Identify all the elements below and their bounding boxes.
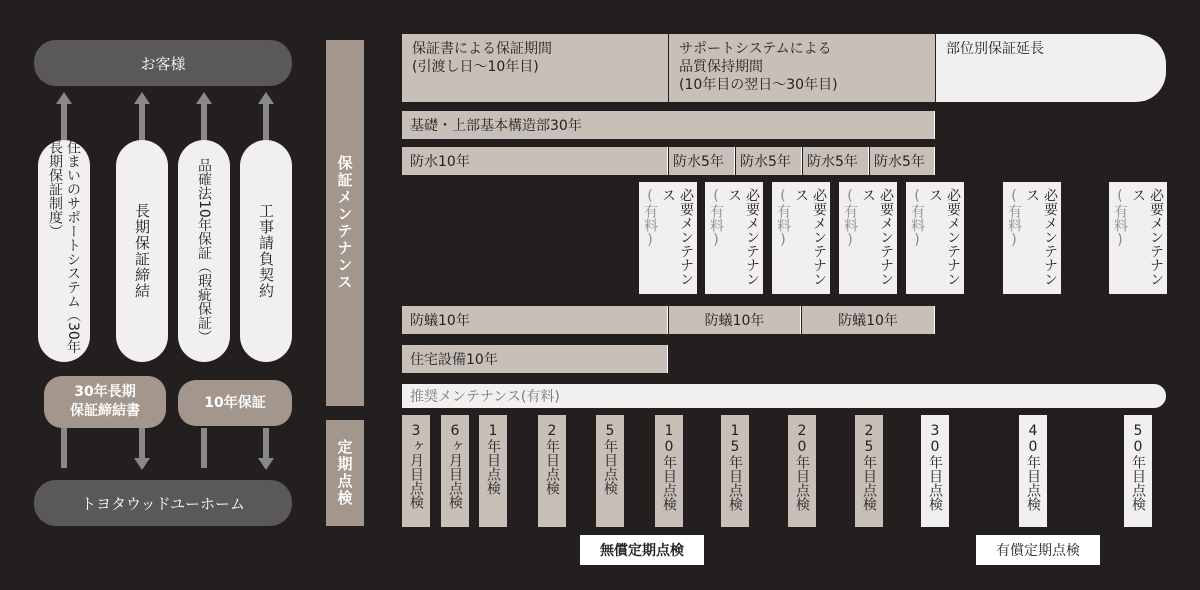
inspection-label: 10年目点検 [661, 423, 677, 511]
arrow-shaft [139, 104, 145, 140]
maintenance-box [839, 182, 897, 294]
header-line: 品質保持期間 [679, 59, 763, 75]
arrow-up-icon [258, 92, 274, 104]
maintenance-paid: (有料) [642, 188, 658, 248]
row-waterproof-5 [736, 147, 802, 175]
inspection-label: 2年目点検 [544, 423, 560, 495]
maintenance-paid: (有料) [909, 188, 925, 248]
inspection-box [788, 415, 816, 527]
tag-label: 無償定期点検 [600, 543, 684, 559]
inspection-box [596, 415, 624, 527]
row-label: 推奨メンテナンス(有料) [410, 389, 560, 405]
header-warranty-period [402, 34, 668, 102]
row-label: 防蟻10年 [704, 313, 765, 329]
inspection-label: 1年目点検 [485, 423, 501, 495]
maintenance-label: 必要メンテナンス [927, 188, 961, 286]
header-line: サポートシステムによる [679, 41, 832, 57]
row-label: 住宅設備10年 [410, 352, 498, 368]
maintenance-paid: (有料) [708, 188, 724, 248]
sidebar-inspection [326, 420, 364, 526]
sidebar-label: 保証メンテナンス [335, 155, 354, 291]
maintenance-label: 必要メンテナンス [660, 188, 694, 286]
tag-label: 有償定期点検 [996, 543, 1080, 559]
arrow-shaft [263, 104, 269, 140]
tag-free-inspection [580, 535, 704, 565]
maintenance-box [906, 182, 964, 294]
inspection-box [921, 415, 949, 527]
arrow-up-icon [134, 92, 150, 104]
maintenance-label: 必要メンテナンス [726, 188, 760, 286]
header-extension [936, 34, 1166, 102]
pillar-long-term-guarantee [116, 140, 168, 362]
maintenance-box [1003, 182, 1061, 294]
row-structure [402, 111, 935, 139]
customer-box [34, 40, 292, 86]
arrow-up-icon [196, 92, 212, 104]
maintenance-box [1109, 182, 1167, 294]
maintenance-box [705, 182, 763, 294]
inspection-label: 30年目点検 [927, 423, 943, 511]
row-recommended [402, 384, 1166, 408]
inspection-label: 50年目点検 [1130, 423, 1146, 511]
row-label: 防水5年 [807, 154, 858, 170]
arrow-shaft [201, 428, 207, 468]
inspection-label: 6ヶ月目点検 [447, 423, 463, 509]
header-line: (引渡し日〜10年目) [412, 59, 539, 75]
inspection-box [538, 415, 566, 527]
row-termite [802, 306, 935, 334]
inspection-label: 15年目点検 [727, 423, 743, 511]
maintenance-paid: (有料) [1112, 188, 1128, 248]
row-label: 防水5年 [874, 154, 925, 170]
pillar-label: 品確法10年保証（瑕疵保証） [196, 158, 212, 344]
inspection-box [441, 415, 469, 527]
maintenance-paid: (有料) [842, 188, 858, 248]
inspection-label: 20年目点検 [794, 423, 810, 511]
header-line: 保証書による保証期間 [412, 41, 552, 57]
inspection-label: 25年目点検 [861, 423, 877, 511]
badge-line: 保証締結書 [70, 403, 140, 419]
row-label: 防水5年 [673, 154, 724, 170]
row-equipment [402, 345, 668, 373]
pillar-support-system [38, 140, 90, 362]
row-label: 基礎・上部基本構造部30年 [410, 118, 582, 134]
sidebar-label: 定期点検 [335, 439, 354, 507]
arrow-shaft [61, 104, 67, 140]
arrow-shaft [139, 428, 145, 460]
badge-30yr-contract [44, 376, 166, 428]
arrow-shaft [61, 428, 67, 468]
row-waterproof-5 [669, 147, 735, 175]
inspection-box [479, 415, 507, 527]
company-box [34, 480, 292, 526]
row-label: 防水5年 [740, 154, 791, 170]
arrow-up-icon [56, 92, 72, 104]
maintenance-paid: (有料) [775, 188, 791, 248]
sidebar-maintenance [326, 40, 364, 406]
inspection-box [855, 415, 883, 527]
maintenance-box [639, 182, 697, 294]
pillar-label: 住まいのサポートシステム（30年長期保証制度） [47, 140, 81, 354]
maintenance-label: 必要メンテナンス [793, 188, 827, 286]
row-waterproof-10 [402, 147, 668, 175]
inspection-label: 40年目点検 [1025, 423, 1041, 511]
pillar-label: 工事請負契約 [257, 203, 275, 299]
header-line: (10年目の翌日〜30年目) [679, 77, 838, 93]
inspection-label: 3ヶ月目点検 [408, 423, 424, 509]
tag-paid-inspection [976, 535, 1100, 565]
badge-line: 30年長期 [74, 384, 136, 400]
pillar-construction-contract [240, 140, 292, 362]
arrow-shaft [263, 428, 269, 460]
maintenance-paid: (有料) [1006, 188, 1022, 248]
row-waterproof-5 [870, 147, 935, 175]
row-termite [402, 306, 668, 334]
arrow-shaft [201, 104, 207, 140]
inspection-box [655, 415, 683, 527]
badge-10yr-guarantee [178, 380, 292, 426]
row-waterproof-5 [803, 147, 869, 175]
inspection-box [1124, 415, 1152, 527]
arrow-down-icon [134, 458, 150, 470]
maintenance-label: 必要メンテナンス [1130, 188, 1164, 286]
maintenance-box [772, 182, 830, 294]
inspection-box [721, 415, 749, 527]
row-label: 防水10年 [410, 154, 470, 170]
customer-label: お客様 [140, 54, 186, 73]
header-line: 部位別保証延長 [946, 41, 1044, 57]
inspection-box [1019, 415, 1047, 527]
maintenance-label: 必要メンテナンス [1024, 188, 1058, 286]
maintenance-label: 必要メンテナンス [860, 188, 894, 286]
arrow-down-icon [258, 458, 274, 470]
row-label: 防蟻10年 [410, 313, 470, 329]
header-quality-period [669, 34, 935, 102]
inspection-label: 5年目点検 [602, 423, 618, 495]
company-label: トヨタウッドユーホーム [80, 494, 246, 513]
pillar-label: 長期保証締結 [133, 203, 151, 299]
row-termite [669, 306, 801, 334]
badge-label: 10年保証 [204, 394, 266, 411]
pillar-quality-law [178, 140, 230, 362]
row-label: 防蟻10年 [838, 313, 898, 329]
inspection-box [402, 415, 430, 527]
